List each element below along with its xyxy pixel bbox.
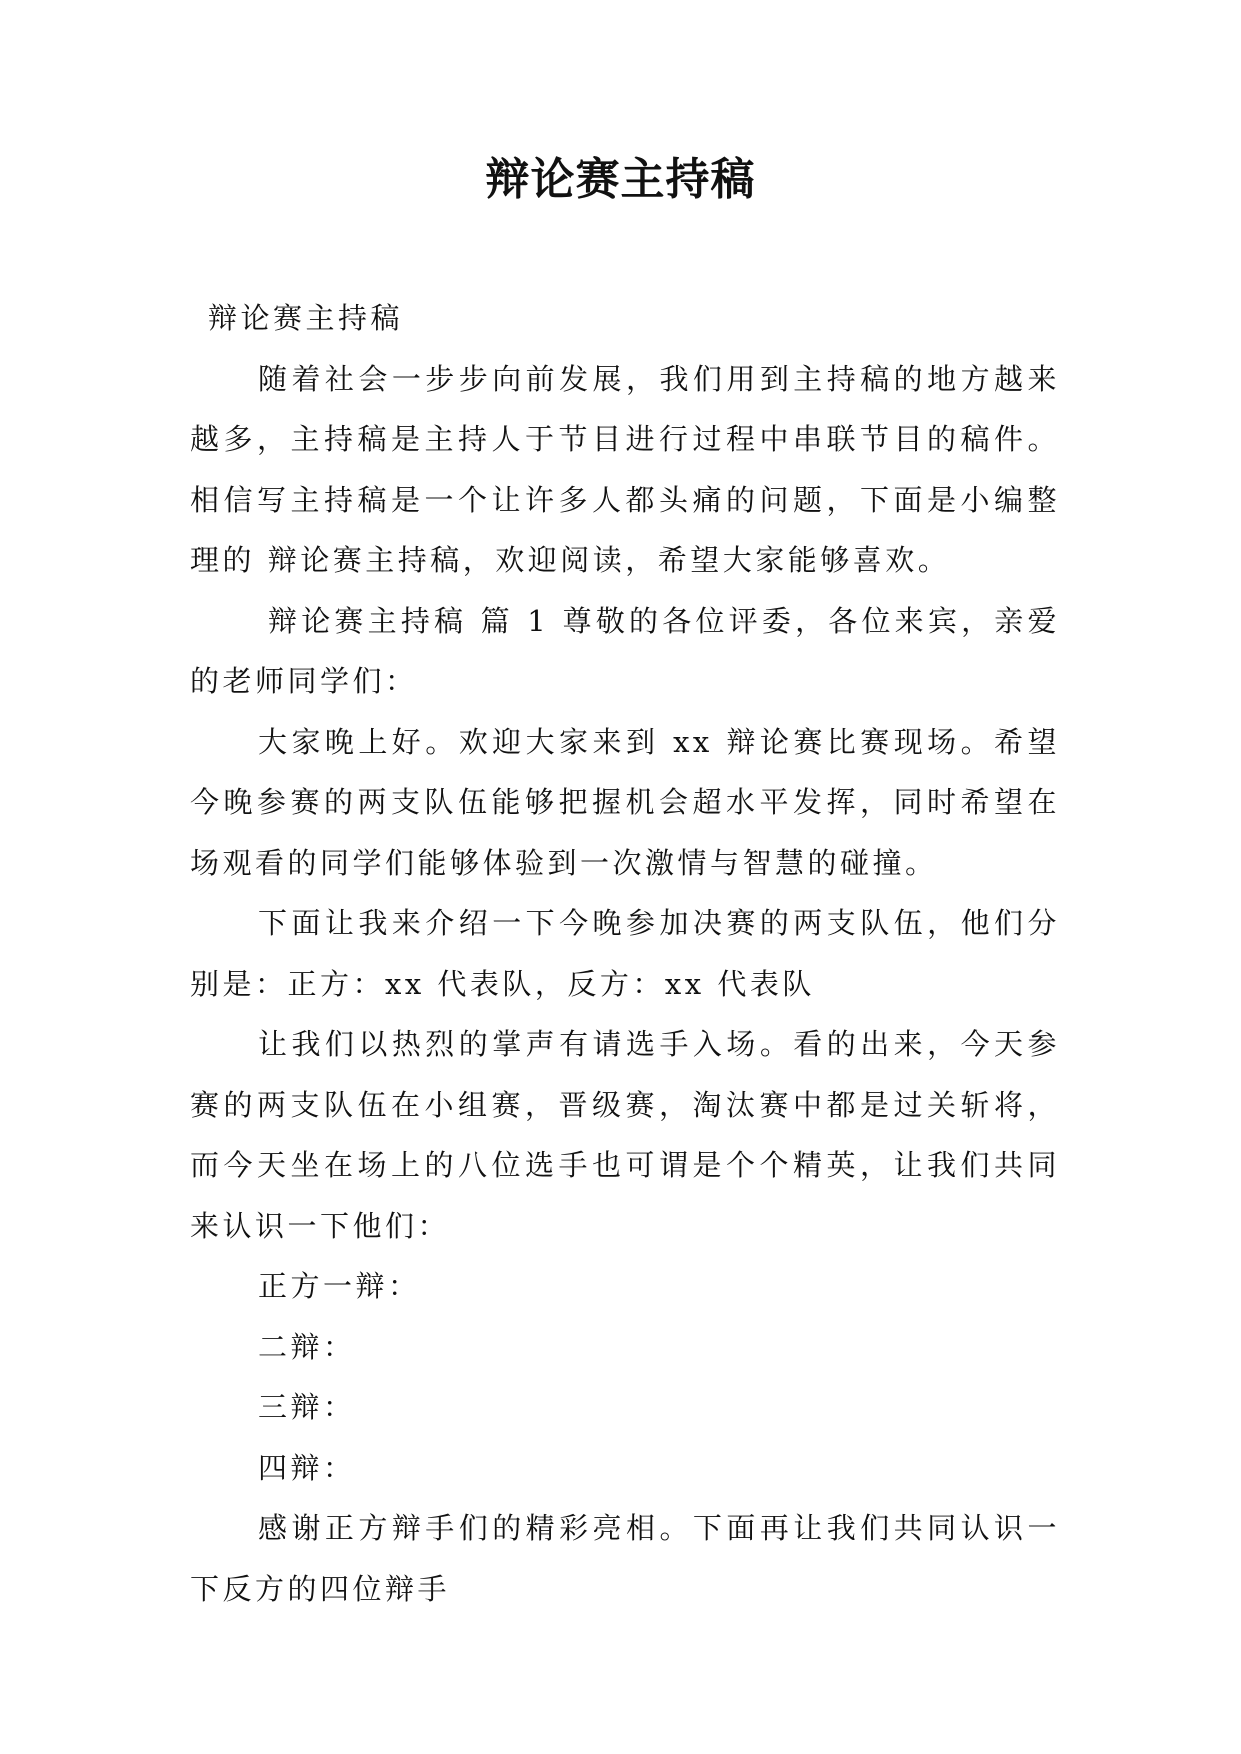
document-body <box>190 288 1060 1619</box>
affirmative-third-debater: 三辩： <box>258 1390 356 1424</box>
intro-paragraph: 随着社会一步步向前发展，我们用到主持稿的地方越来越多，主持稿是主持人于节目进行过程中串联节目的稿件。相信写主持稿是一个让许多人都头痛的问题，下面是小编整理的 辩论赛主持稿，欢迎阅读，希望大家能够喜欢。 <box>190 361 1060 577</box>
greeting-paragraph: 辩论赛主持稿 篇 1 尊敬的各位评委，各位来宾，亲爱的老师同学们： <box>190 603 1060 698</box>
players-entrance-paragraph: 让我们以热烈的掌声有请选手入场。看的出来，今天参赛的两支队伍在小组赛，晋级赛，淘汰赛中都是过关斩将，而今天坐在场上的八位选手也可谓是个个精英，让我们共同来认识一下他们： <box>190 1027 1060 1243</box>
teams-paragraph: 下面让我来介绍一下今晚参加决赛的两支队伍，他们分别是：正方：xx 代表队，反方：xx 代表队 <box>190 906 1060 1001</box>
affirmative-fourth-debater: 四辩： <box>258 1450 356 1485</box>
affirmative-second-debater: 二辩： <box>258 1329 356 1364</box>
affirmative-first-debater: 正方一辩： <box>258 1269 421 1303</box>
document-subtitle: 辩论赛主持稿 <box>208 301 404 335</box>
welcome-paragraph: 大家晚上好。欢迎大家来到 xx 辩论赛比赛现场。希望今晚参赛的两支队伍能够把握机会超水平发挥，同时希望在场观看的同学们能够体验到一次激情与智慧的碰撞。 <box>190 724 1060 880</box>
document-title: 辩论赛主持稿 <box>485 154 756 205</box>
thanks-paragraph: 感谢正方辩手们的精彩亮相。下面再让我们共同认识一下反方的四位辩手 <box>190 1511 1060 1606</box>
